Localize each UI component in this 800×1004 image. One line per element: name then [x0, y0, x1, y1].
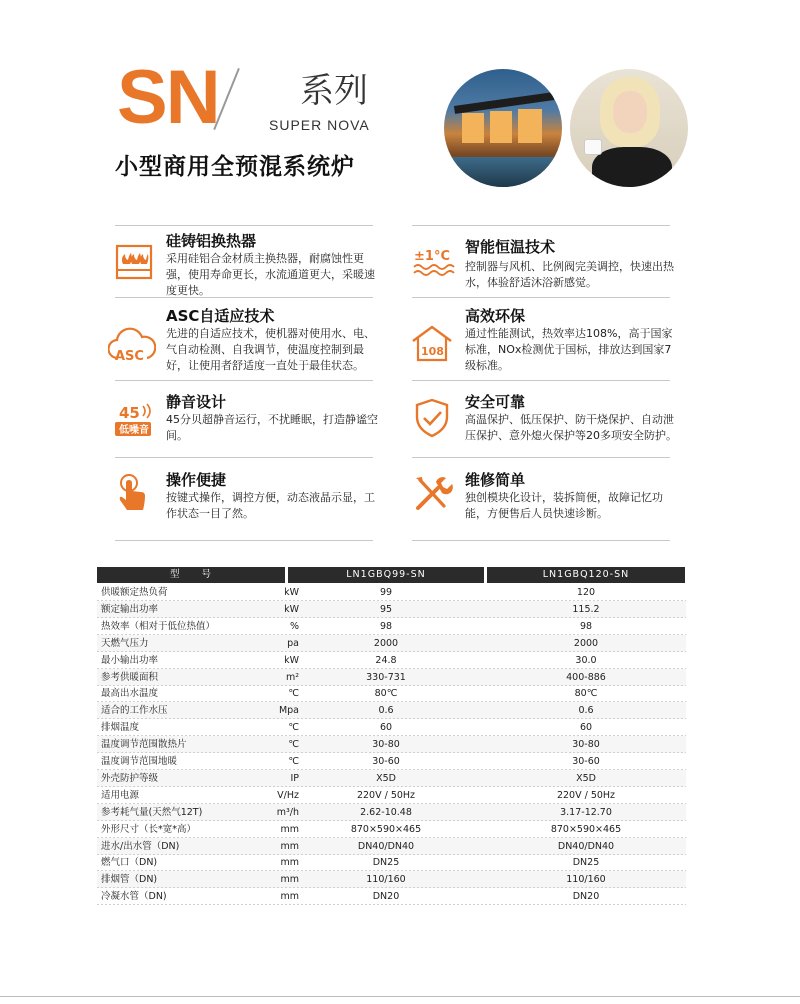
divider: [115, 380, 373, 381]
spec-unit: ℃: [288, 722, 299, 734]
spec-value-model-1: 60: [379, 722, 393, 734]
table-row: [97, 719, 686, 736]
table-row: [97, 821, 686, 838]
spec-value-model-1: 0.6: [378, 705, 394, 717]
spec-unit: m³/h: [276, 806, 299, 818]
spec-value-model-1: 99: [379, 587, 393, 598]
spec-unit: IP: [290, 772, 299, 784]
spec-value-model-1: 330-731: [366, 671, 406, 683]
spec-value-model-2: 80℃: [574, 688, 598, 700]
spec-value-model-1: 30-60: [372, 756, 400, 767]
table-row: [97, 601, 686, 618]
spec-value-model-1: DN20: [372, 891, 400, 903]
table-row: [97, 804, 686, 821]
asc-icon-text: ASC: [115, 349, 144, 364]
spec-value-model-2: 60: [579, 722, 593, 734]
feature-desc: 先进的自适应技术，使机器对使用水、电、气自动检测、自我调节，使温度控制到最好，让使用者舒适度一直处于最佳状态。: [166, 327, 375, 372]
spec-unit: mm: [280, 891, 299, 903]
spec-value-model-1: 2.62-10.48: [360, 806, 412, 818]
thermostat-icon: [412, 240, 456, 284]
table-row: [97, 652, 686, 669]
spec-value-model-2: 30-60: [572, 756, 600, 767]
feature-title: 硅铸铝换热器: [166, 232, 257, 250]
spec-param: 燃气口（DN): [101, 857, 158, 869]
feature-title: 操作便捷: [166, 471, 227, 489]
table-row: [97, 584, 686, 601]
spec-value-model-1: DN40/DN40: [357, 840, 415, 852]
feature-desc: 独创模块化设计，装拆简便，故障记忆功能，方便售后人员快速诊断。: [465, 491, 663, 520]
row-divider: [97, 904, 686, 905]
spec-param: 最小输出功率: [101, 654, 159, 666]
spec-value-model-2: 98: [579, 620, 593, 632]
spec-value-model-2: 110/160: [566, 874, 606, 886]
table-row: [97, 702, 686, 719]
feature-desc: 按键式操作，调控方便，动态液晶示显，工作状态一目了然。: [166, 491, 375, 520]
efficiency-icon-text: 108: [421, 345, 444, 358]
spec-unit: mm: [280, 840, 299, 852]
divider: [115, 225, 373, 226]
heat-exchanger-icon: [112, 240, 156, 284]
spec-unit: ℃: [288, 739, 299, 751]
spec-param: 冷凝水管（DN): [101, 891, 167, 903]
quiet-icon-label: 低噪音: [119, 425, 149, 436]
spec-param: 天燃气压力: [101, 637, 149, 649]
thermostat-icon-text: ±1°C: [414, 249, 450, 264]
spec-param: 热效率（相对于低位热值）: [101, 620, 216, 632]
spec-value-model-1: 110/160: [366, 874, 406, 886]
asc-cloud-icon: [108, 322, 156, 366]
spec-param: 外形尺寸（长*宽*高）: [101, 823, 197, 835]
page-headline: 小型商用全预混系统炉: [115, 154, 355, 180]
spec-param: 适合的工作水压: [101, 705, 168, 717]
spec-value-model-1: 95: [379, 603, 393, 615]
divider: [412, 297, 670, 298]
feature-desc: 通过性能测试，热效率达108%，高于国家标准，NOx检测优于国标，排放达到国家7级标准。: [465, 327, 673, 372]
repair-tools-icon: [410, 472, 454, 516]
spec-value-model-2: 220V / 50Hz: [556, 789, 616, 801]
spec-value-model-1: DN25: [372, 857, 400, 869]
table-row: [97, 787, 686, 804]
spec-header-label: 型 号: [97, 567, 285, 583]
spec-unit: V/Hz: [277, 789, 299, 801]
table-row: [97, 618, 686, 635]
spec-param: 参考供暖面积: [101, 671, 159, 683]
spec-param: 进水/出水管（DN): [101, 840, 180, 852]
spec-unit: kW: [284, 587, 299, 598]
table-row: [97, 685, 686, 702]
spec-value-model-2: 400-886: [566, 671, 606, 683]
spec-value-model-1: 870×590×465: [350, 823, 422, 835]
spec-value-model-1: 80℃: [374, 688, 398, 700]
spec-value-model-2: 870×590×465: [550, 823, 622, 835]
logo-subtitle: SUPER NOVA: [269, 117, 370, 133]
divider: [412, 540, 670, 541]
table-row: [97, 770, 686, 787]
spec-header-model-1: LN1GBQ99-SN: [288, 567, 484, 583]
spec-value-model-2: 2000: [573, 637, 599, 649]
quiet-icon-number: 45: [119, 404, 140, 422]
feature-title: 维修简单: [465, 471, 526, 489]
page-bottom-rule: [0, 996, 800, 997]
table-row: [97, 871, 686, 888]
divider: [115, 540, 373, 541]
spec-unit: ℃: [288, 756, 299, 767]
spec-unit: %: [289, 620, 299, 632]
spec-param: 额定输出功率: [101, 603, 159, 615]
feature-desc: 45分贝超静音运行，不扰睡眠，打造静谧空间。: [166, 413, 378, 442]
spec-unit: mm: [280, 857, 299, 869]
efficiency-house-icon: [410, 322, 454, 366]
spec-value-model-2: DN20: [572, 891, 600, 903]
spec-value-model-2: 30-80: [572, 739, 600, 751]
spec-param: 排烟管（DN): [101, 874, 158, 886]
spec-value-model-2: DN40/DN40: [557, 840, 615, 852]
spec-header-model-2: LN1GBQ120-SN: [487, 567, 685, 583]
divider: [412, 457, 670, 458]
spec-param: 适用电源: [101, 789, 140, 801]
safety-shield-icon: [410, 396, 454, 440]
spec-value-model-2: DN25: [572, 857, 600, 869]
divider: [412, 225, 670, 226]
house-photo: [444, 69, 562, 187]
table-row: [97, 635, 686, 652]
spec-unit: ℃: [288, 688, 299, 700]
spec-unit: Mpa: [278, 705, 299, 717]
spec-unit: kW: [284, 603, 299, 615]
woman-photo: [570, 69, 688, 187]
spec-value-model-1: 2000: [373, 637, 399, 649]
spec-value-model-1: X5D: [376, 772, 396, 784]
spec-param: 参考耗气量(天然气12T): [101, 806, 203, 818]
spec-value-model-2: 3.17-12.70: [560, 806, 612, 818]
table-row: [97, 669, 686, 686]
spec-unit: m²: [285, 671, 299, 683]
table-row: [97, 753, 686, 770]
feature-desc: 采用硅铝合金材质主换热器，耐腐蚀性更强，使用寿命更长，水流通道更大，采暖速度更快。: [166, 252, 375, 297]
table-row: [97, 736, 686, 753]
spec-value-model-2: X5D: [576, 772, 596, 784]
spec-unit: mm: [280, 874, 299, 886]
feature-title: 静音设计: [166, 393, 227, 411]
spec-value-model-2: 0.6: [578, 705, 594, 717]
feature-desc: 控制器与风机、比例阀完美调控，快速出热水，体验舒适沐浴新感觉。: [465, 260, 674, 289]
feature-title: ASC自适应技术: [166, 307, 275, 325]
feature-title: 智能恒温技术: [465, 238, 556, 256]
feature-title: 安全可靠: [465, 393, 526, 411]
spec-value-model-1: 220V / 50Hz: [356, 789, 416, 801]
logo-series: 系列: [300, 71, 368, 111]
table-row: [97, 854, 686, 871]
table-row: [97, 838, 686, 855]
spec-value-model-2: 30.0: [575, 654, 597, 666]
spec-param: 最高出水温度: [101, 688, 159, 700]
spec-unit: pa: [287, 637, 299, 649]
spec-value-model-1: 98: [379, 620, 393, 632]
divider: [115, 457, 373, 458]
table-row: [97, 888, 686, 905]
feature-title: 高效环保: [465, 307, 526, 325]
spec-unit: mm: [280, 823, 299, 835]
spec-unit: kW: [284, 654, 299, 666]
spec-value-model-1: 30-80: [372, 739, 400, 751]
spec-value-model-1: 24.8: [375, 654, 397, 666]
spec-param: 供暖额定热负荷: [101, 587, 168, 598]
spec-param: 排烟温度: [101, 722, 140, 734]
spec-param: 外壳防护等级: [101, 772, 159, 784]
spec-param: 温度调节范围地暖: [101, 756, 178, 767]
touch-hand-icon: [112, 472, 156, 516]
spec-value-model-2: 120: [576, 587, 596, 598]
logo-sn: SN: [117, 55, 219, 140]
spec-param: 温度调节范围散热片: [101, 739, 187, 751]
spec-value-model-2: 115.2: [572, 603, 600, 615]
divider: [412, 380, 670, 381]
feature-desc: 高温保护、低压保护、防干烧保护、自动泄压保护、意外熄火保护等20多项安全防护。: [465, 413, 677, 442]
quiet-45db-icon: [112, 400, 156, 444]
